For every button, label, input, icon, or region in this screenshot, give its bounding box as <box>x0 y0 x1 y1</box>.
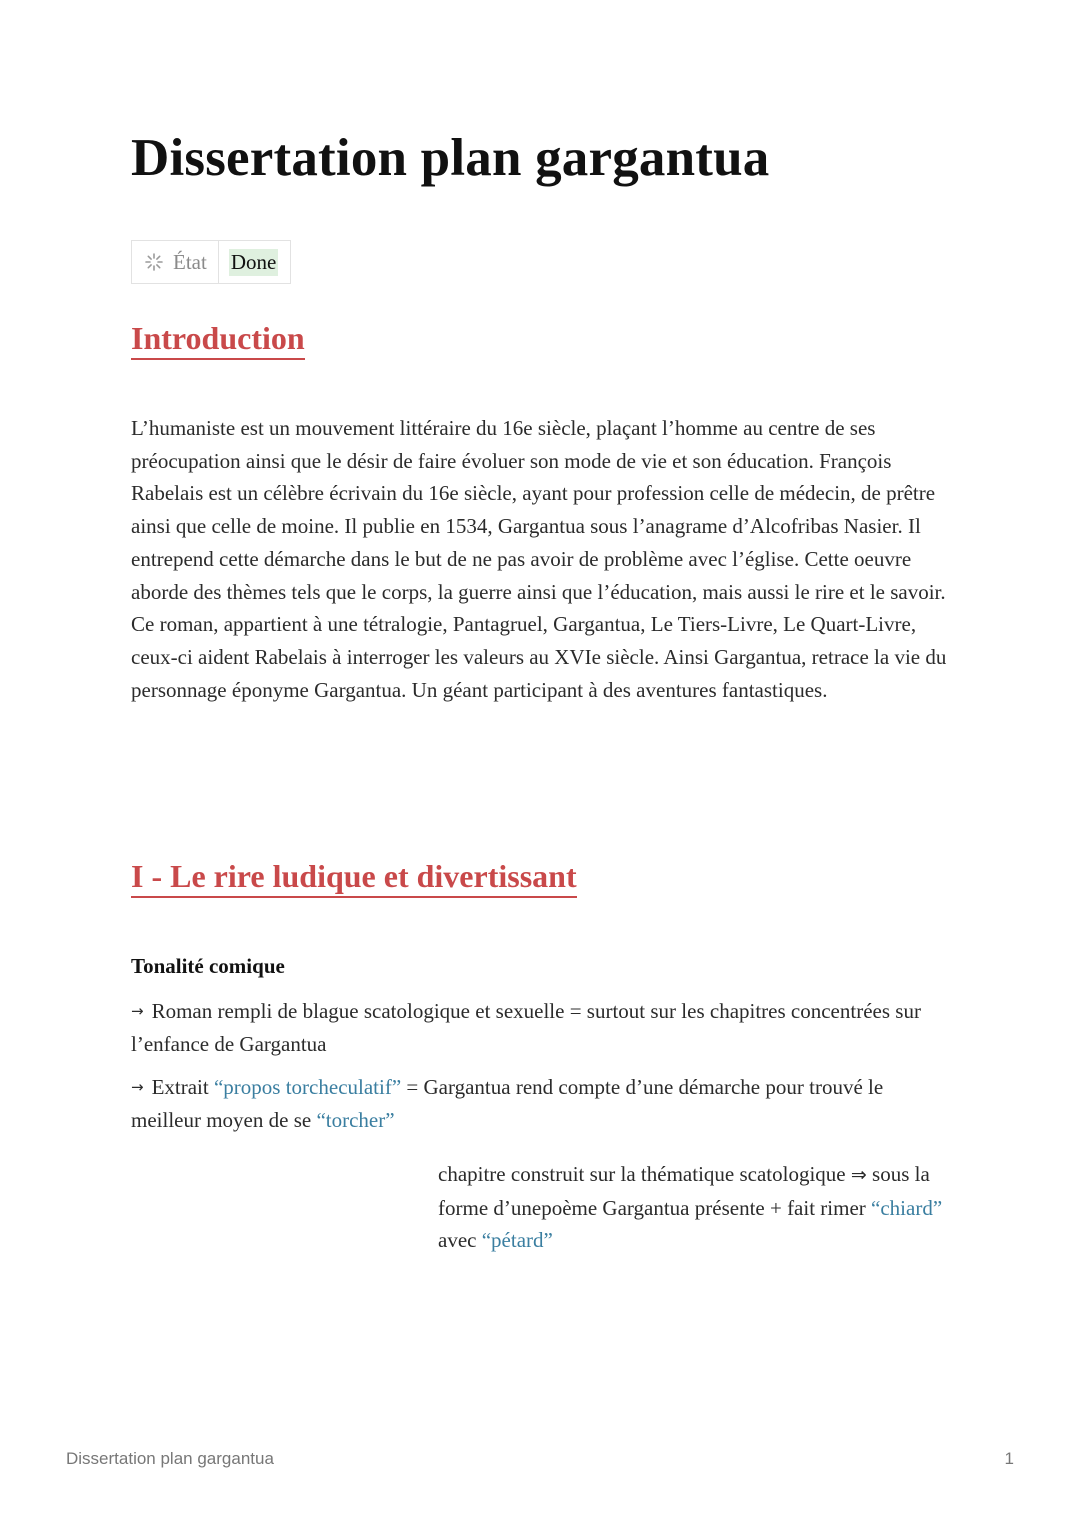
quote-propos-torcheculatif: “propos torcheculatif” <box>213 1075 402 1099</box>
bullet-paragraph-1 <box>131 995 941 1060</box>
quote-torcher: “torcher” <box>316 1107 395 1132</box>
part1-heading[interactable]: I - Le rire ludique et divertissant <box>131 857 577 898</box>
arrow-right-icon: → <box>131 1078 144 1096</box>
subheading-tonalite: Tonalité comique <box>131 954 285 978</box>
quote-petard: “pétard” <box>481 1228 553 1252</box>
note-text-1: chapitre construit sur la thématique scatologique <box>438 1162 851 1186</box>
bullet-paragraph-2 <box>131 1071 941 1136</box>
spinner-icon <box>144 252 164 272</box>
note-middle: avec <box>438 1228 482 1252</box>
introduction-heading[interactable]: Introduction <box>131 319 305 360</box>
property-key-label: État <box>173 249 207 274</box>
bullet2-middle: = Gargantua rend compte d’une démarche pour trouvé le meilleur moyen de se <box>131 1075 884 1132</box>
introduction-paragraph: L’humaniste est un mouvement littéraire du 16e siècle, plaçant l’homme au centre de ses préocupation ainsi que le désir de faire évoluer son mode de vie et son éducation. François Rabelais est un célèbre écrivain du 16e siècle, ayant pour profession celle de médecin, de prêtre ainsi que celle de moine. Il publie en 1534, Gargantua sous l’anagrame d’Alcofribas Nasier. Il entrepend cette démarche dans le but de ne pas avoir de problème avec l’église. Cette oeuvre aborde des thèmes tels que le corps, la guerre ainsi que l’éducation, mais aussi le rire et le savoir. Ce roman, appartient à une tétralogie, Pantagruel, Gargantua, Le Tiers-Livre, Le Quart-Livre, ceux-ci aident Rabelais à interroger les valeurs au XVIe siècle. Ainsi Gargantua, retrace la vie du personnage éponyme Gargantua. Un géant participant à des aventures fantastiques. <box>131 416 947 702</box>
property-key <box>132 241 219 283</box>
footer-page-number: 1 <box>1004 1449 1014 1468</box>
status-badge: Done <box>230 249 277 274</box>
page-title: Dissertation plan gargantua <box>131 129 770 187</box>
implies-arrow-icon: ⇒ <box>850 1164 867 1186</box>
property-row-status <box>131 240 291 284</box>
note-paragraph <box>438 1158 958 1257</box>
property-value[interactable] <box>219 241 291 283</box>
arrow-right-icon: → <box>131 1002 144 1020</box>
note-text-2: sous la forme d’unepoème Gargantua présente + fait rimer <box>438 1162 930 1220</box>
bullet1-text: Roman rempli de blague scatologique et sexuelle = surtout sur les chapitres concentrées sur l’enfance de Gargantua <box>131 999 921 1056</box>
quote-chiard: “chiard” <box>871 1195 943 1220</box>
footer-document-title: Dissertation plan gargantua <box>66 1449 274 1468</box>
bullet2-prefix: Extrait <box>151 1075 214 1099</box>
